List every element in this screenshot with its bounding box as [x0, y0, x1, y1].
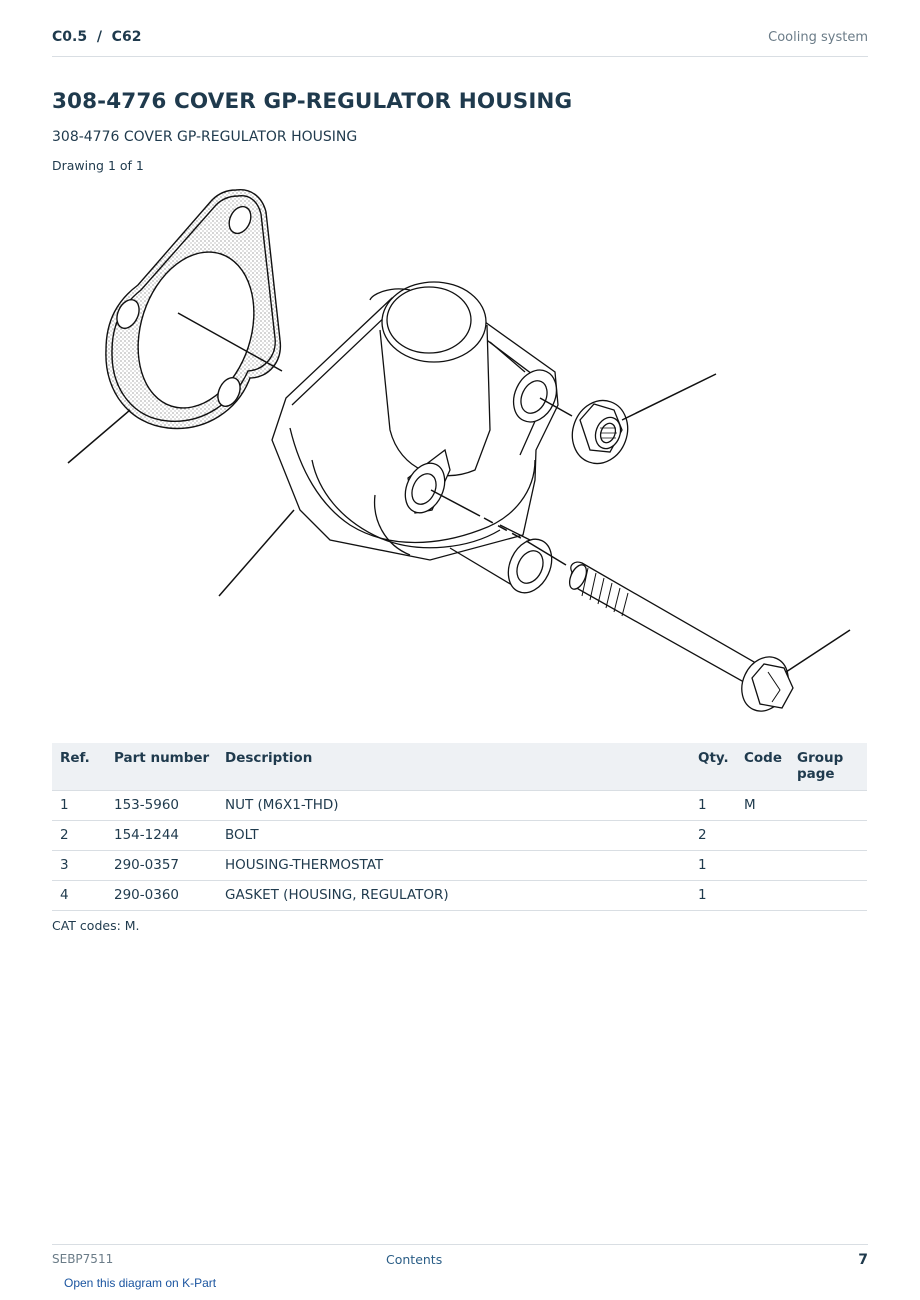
page-title: 308-4776 COVER GP-REGULATOR HOUSING [52, 89, 573, 114]
cell-ref: 1 [52, 791, 114, 821]
cell-code: M [744, 791, 797, 821]
qty-header-label: Qty. [698, 750, 729, 766]
cell-description: BOLT [225, 821, 698, 851]
cell-qty: 2 [698, 821, 744, 851]
table-header-row [52, 743, 867, 791]
cell-code [744, 851, 797, 881]
cell-group-page [797, 851, 867, 881]
section-name: Cooling system [768, 30, 868, 45]
table-row [52, 881, 867, 911]
page-number: 7 [858, 1252, 868, 1268]
cell-ref: 2 [52, 821, 114, 851]
col-group-page [797, 743, 867, 791]
cell-group-page [797, 791, 867, 821]
cell-qty: 1 [698, 791, 744, 821]
contents-link[interactable]: Contents [386, 1252, 443, 1267]
footer-divider [52, 1244, 868, 1245]
cell-description: NUT (M6X1-THD) [225, 791, 698, 821]
cell-ref: 3 [52, 851, 114, 881]
nut-drawing [564, 393, 637, 472]
cell-part-number: 154-1244 [114, 821, 225, 851]
open-kpart-link[interactable]: Open this diagram on K-Part [64, 1276, 217, 1290]
cell-code [744, 881, 797, 911]
table-row [52, 821, 867, 851]
col-ref: Ref. [52, 743, 114, 791]
col-code: Code [744, 743, 797, 791]
table-row [52, 791, 867, 821]
cell-part-number: 290-0357 [114, 851, 225, 881]
exploded-parts-diagram [52, 180, 867, 725]
col-description: Description [225, 743, 698, 791]
bolt-drawing [566, 562, 797, 719]
col-part-number: Part number [114, 743, 225, 791]
breadcrumb: C0.5 / C62 [52, 29, 142, 45]
cell-part-number: 153-5960 [114, 791, 225, 821]
cell-description: GASKET (HOUSING, REGULATOR) [225, 881, 698, 911]
cell-qty: 1 [698, 851, 744, 881]
page-header [52, 28, 868, 57]
table-row [52, 851, 867, 881]
group-page-header-label: Group page [797, 750, 844, 782]
drawing-count: Drawing 1 of 1 [52, 158, 144, 173]
gasket-drawing [106, 190, 280, 429]
parts-table [52, 743, 867, 911]
cell-qty: 1 [698, 881, 744, 911]
housing-drawing [272, 282, 565, 600]
cell-group-page [797, 881, 867, 911]
cell-ref: 4 [52, 881, 114, 911]
page-subtitle: 308-4776 COVER GP-REGULATOR HOUSING [52, 129, 358, 145]
cell-group-page [797, 821, 867, 851]
cat-codes-note: CAT codes: M. [52, 918, 140, 933]
document-id: SEBP7511 [52, 1252, 114, 1266]
col-qty [698, 743, 744, 791]
cell-description: HOUSING-THERMOSTAT [225, 851, 698, 881]
cell-part-number: 290-0360 [114, 881, 225, 911]
cell-code [744, 821, 797, 851]
